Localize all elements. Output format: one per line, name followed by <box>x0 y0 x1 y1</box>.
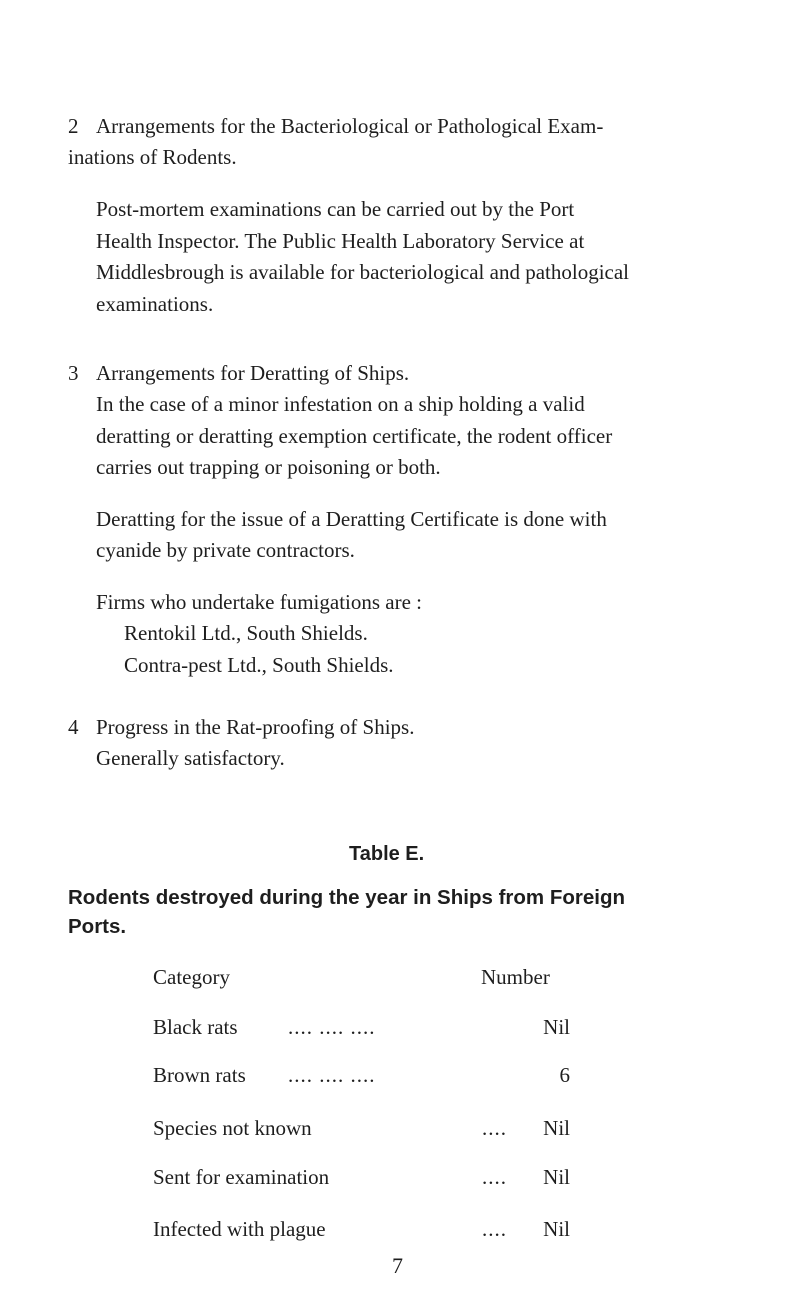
table-row-value: Nil <box>543 1217 570 1241</box>
table-header-category: Category <box>153 965 230 989</box>
section-3-number: 3 <box>68 361 79 385</box>
firm-contra-pest: Contra-pest Ltd., South Shields. <box>124 653 394 677</box>
section-4-paragraph: Generally satisfactory. <box>96 746 285 770</box>
page-number: 7 <box>392 1253 403 1278</box>
table-row-value: Nil <box>543 1165 570 1189</box>
section-2-heading-line-2: inations of Rodents. <box>68 145 237 169</box>
section-3-paragraph2-line-1: Deratting for the issue of a Deratting Certificate is done with <box>96 507 607 531</box>
section-3-paragraph1-line-3: carries out trapping or poisoning or both. <box>96 455 441 479</box>
section-3-heading: Arrangements for Deratting of Ships. <box>96 361 410 385</box>
table-row-leader-dots: .... <box>482 1217 507 1241</box>
table-caption-line-1: Rodents destroyed during the year in Ships from Foreign <box>68 886 625 909</box>
firm-rentokil: Rentokil Ltd., South Shields. <box>124 621 368 645</box>
section-3-paragraph1-line-1: In the case of a minor infestation on a ship holding a valid <box>96 392 585 416</box>
section-3-paragraph1-line-2: deratting or deratting exemption certificate, the rodent officer <box>96 424 613 448</box>
section-2-number: 2 <box>68 114 79 138</box>
section-2-paragraph-line-4: examinations. <box>96 292 214 316</box>
table-row-value: Nil <box>543 1015 570 1039</box>
section-2-paragraph-line-1: Post-mortem examinations can be carried out by the Port <box>96 197 575 221</box>
section-3-paragraph2-line-2: cyanide by private contractors. <box>96 538 355 562</box>
section-4-heading: Progress in the Rat-proofing of Ships. <box>96 715 415 739</box>
table-row-category: Infected with plague <box>153 1217 326 1241</box>
table-title: Table E. <box>349 843 425 865</box>
table-row-leader-dots: .... .... .... <box>288 1063 376 1087</box>
table-row-value: 6 <box>559 1063 570 1087</box>
table-row-category: Black rats <box>153 1015 238 1039</box>
section-2-heading-line-1: Arrangements for the Bacteriological or Pathological Exam- <box>96 114 604 138</box>
table-row-leader-dots: .... <box>482 1116 507 1140</box>
table-header-number: Number <box>481 965 550 989</box>
section-2-paragraph-line-2: Health Inspector. The Public Health Laboratory Service at <box>96 229 585 253</box>
firms-intro: Firms who undertake fumigations are : <box>96 590 423 614</box>
table-row-category: Species not known <box>153 1116 312 1140</box>
table-row-category: Brown rats <box>153 1063 246 1087</box>
table-caption-line-2: Ports. <box>68 915 127 938</box>
table-row-leader-dots: .... .... .... <box>288 1015 376 1039</box>
section-4-number: 4 <box>68 715 79 739</box>
table-row-category: Sent for examination <box>153 1165 330 1189</box>
table-row-value: Nil <box>543 1116 570 1140</box>
section-2-paragraph-line-3: Middlesbrough is available for bacteriological and pathological <box>96 260 629 284</box>
table-row-leader-dots: .... <box>482 1165 507 1189</box>
